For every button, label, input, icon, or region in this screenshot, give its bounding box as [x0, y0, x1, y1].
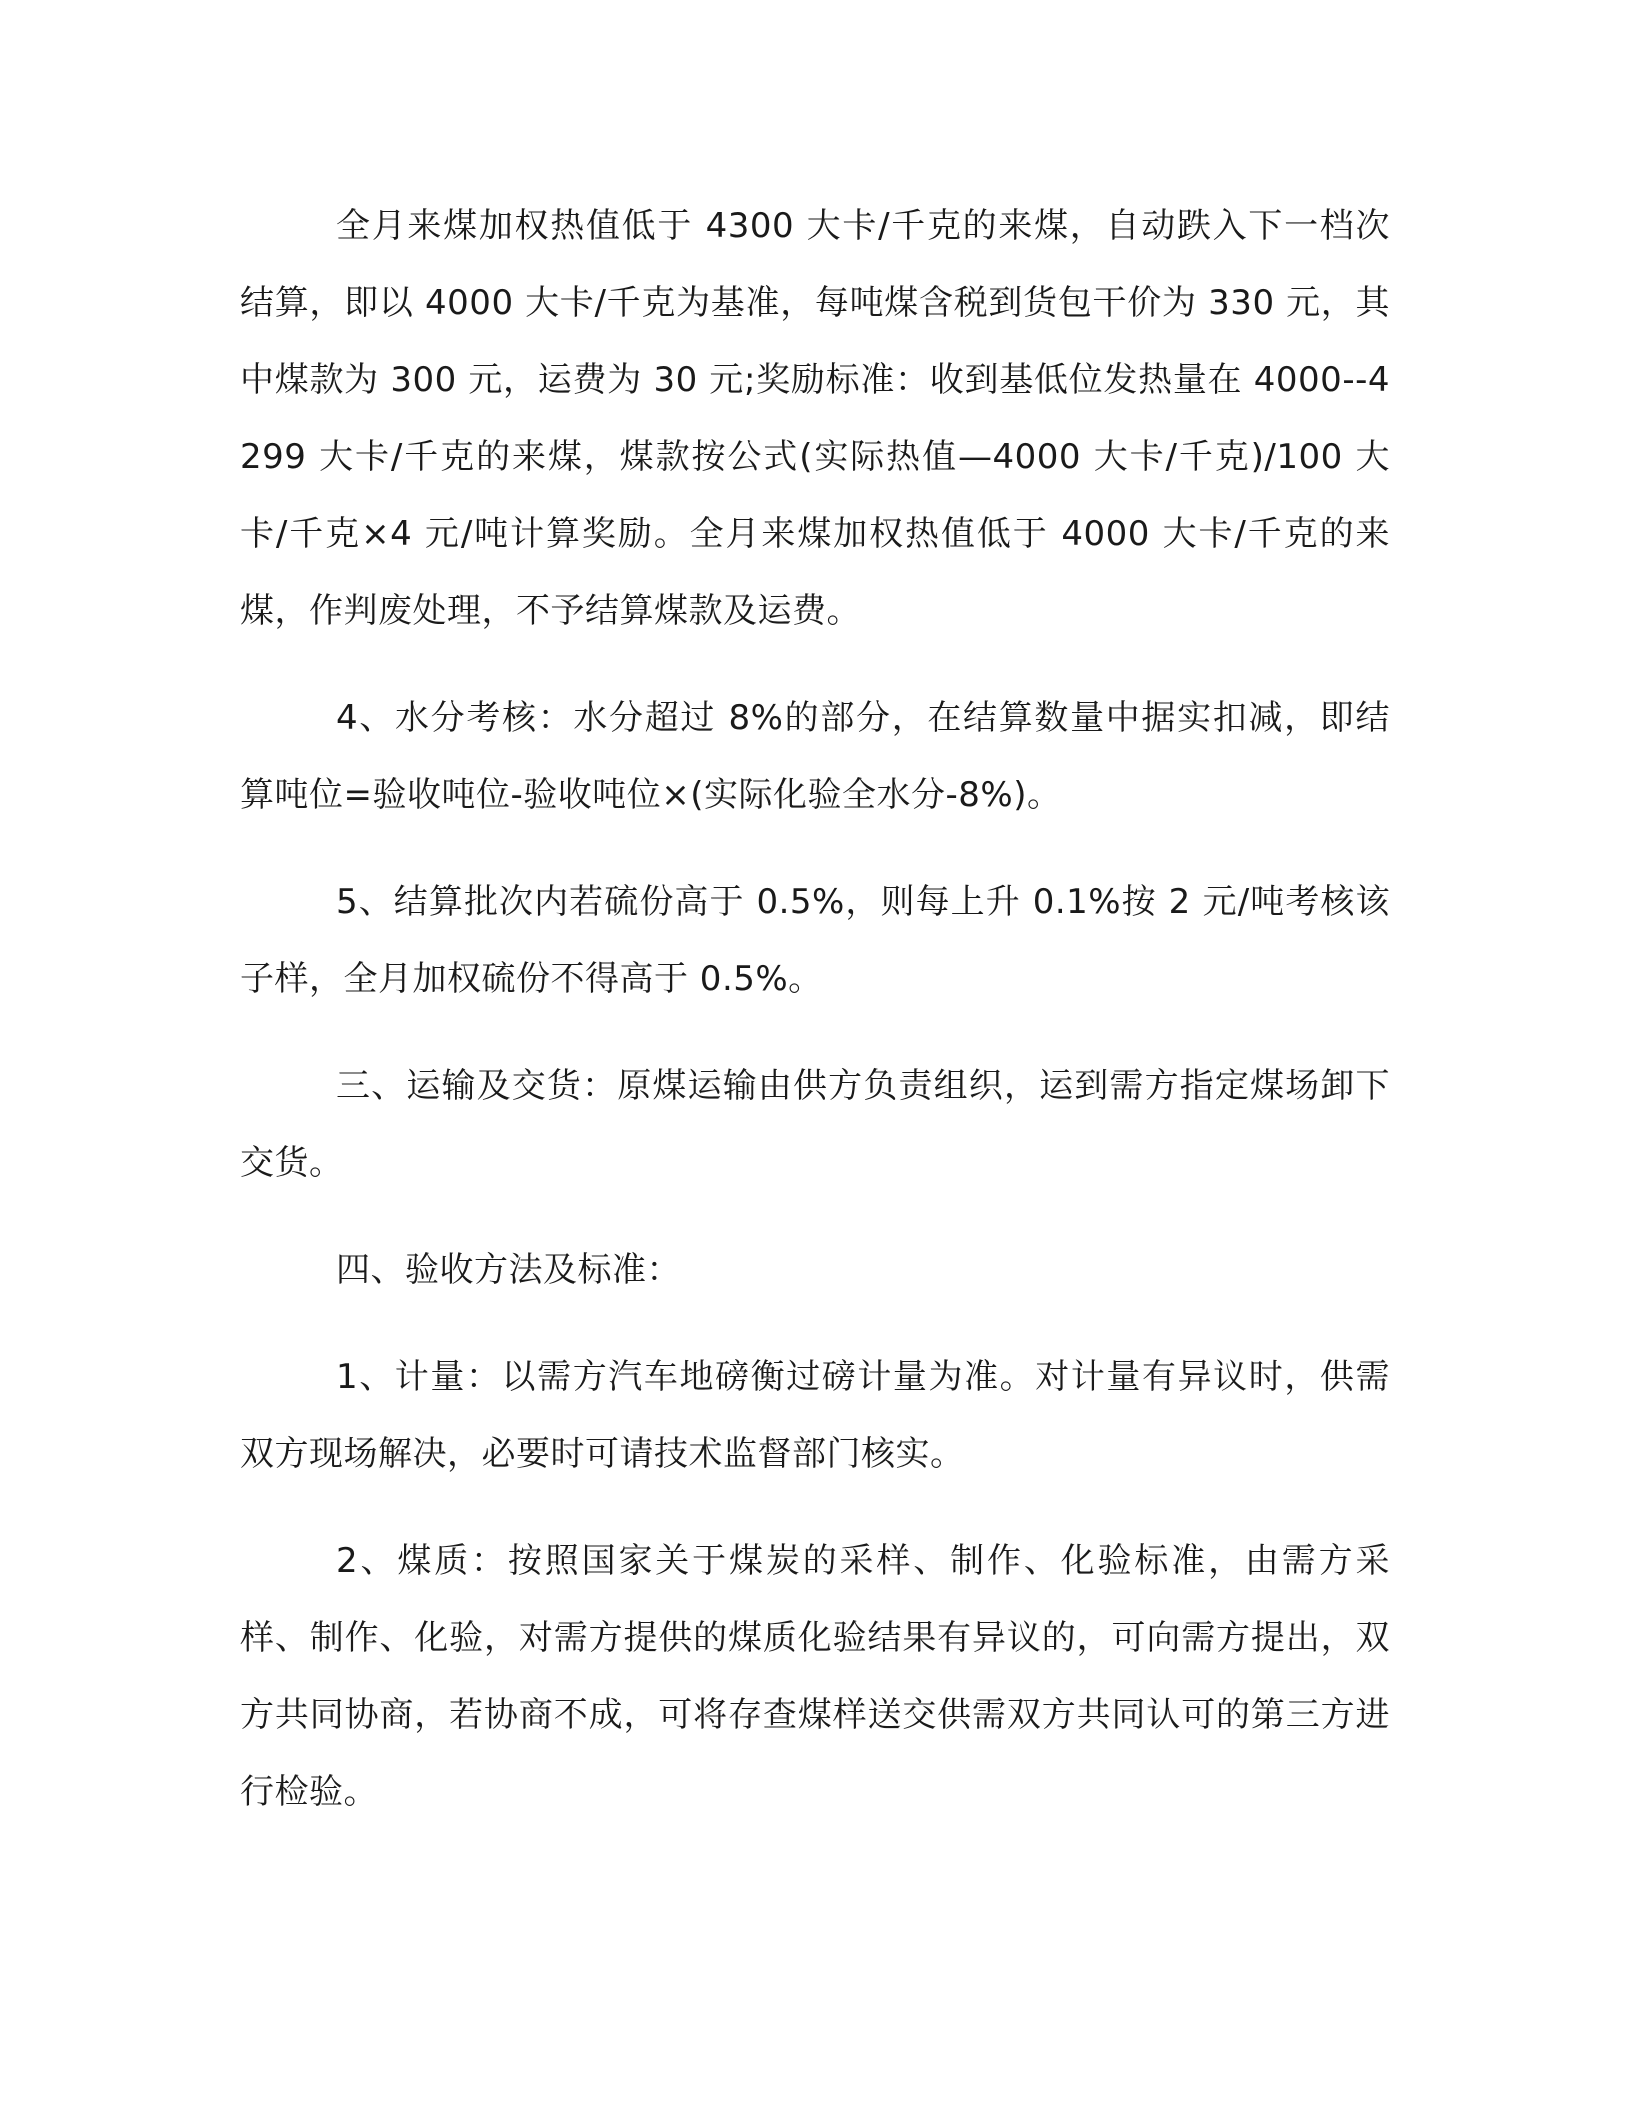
paragraph-settlement-rules: 全月来煤加权热值低于 4300 大卡/千克的来煤，自动跌入下一档次结算，即以 4000 大卡/千克为基准，每吨煤含税到货包干价为 330 元，其中煤款为 300 元，运费为 30 元;奖励标准：收到基低位发热量在 4000--4299 大卡/千克的来煤，煤款按公式(实际热值—4000 大卡/千克)/100 大卡/千克×4 元/吨计算奖励。全月来煤加权热值低于 4000 大卡/千克的来煤，作判废处理，不予结算煤款及运费。 — [240, 206, 1390, 631]
paragraph-moisture-assessment: 4、水分考核：水分超过 8%的部分，在结算数量中据实扣减，即结算吨位=验收吨位-验收吨位×(实际化验全水分-8%)。 — [240, 698, 1390, 815]
paragraph-sulfur-assessment: 5、结算批次内若硫份高于 0.5%，则每上升 0.1%按 2 元/吨考核该子样，全月加权硫份不得高于 0.5%。 — [240, 882, 1390, 999]
paragraph-measurement: 1、计量：以需方汽车地磅衡过磅计量为准。对计量有异议时，供需双方现场解决，必要时可请技术监督部门核实。 — [240, 1357, 1390, 1474]
paragraph-coal-quality: 2、煤质：按照国家关于煤炭的采样、制作、化验标准，由需方采样、制作、化验，对需方提供的煤质化验结果有异议的，可向需方提出，双方共同协商，若协商不成，可将存查煤样送交供需双方共同认可的第三方进行检验。 — [240, 1541, 1390, 1812]
paragraph-acceptance-heading: 四、验收方法及标准： — [336, 1250, 681, 1290]
paragraph-transport-delivery: 三、运输及交货：原煤运输由供方负责组织，运到需方指定煤场卸下交货。 — [240, 1066, 1390, 1183]
document-body — [240, 188, 1390, 1831]
